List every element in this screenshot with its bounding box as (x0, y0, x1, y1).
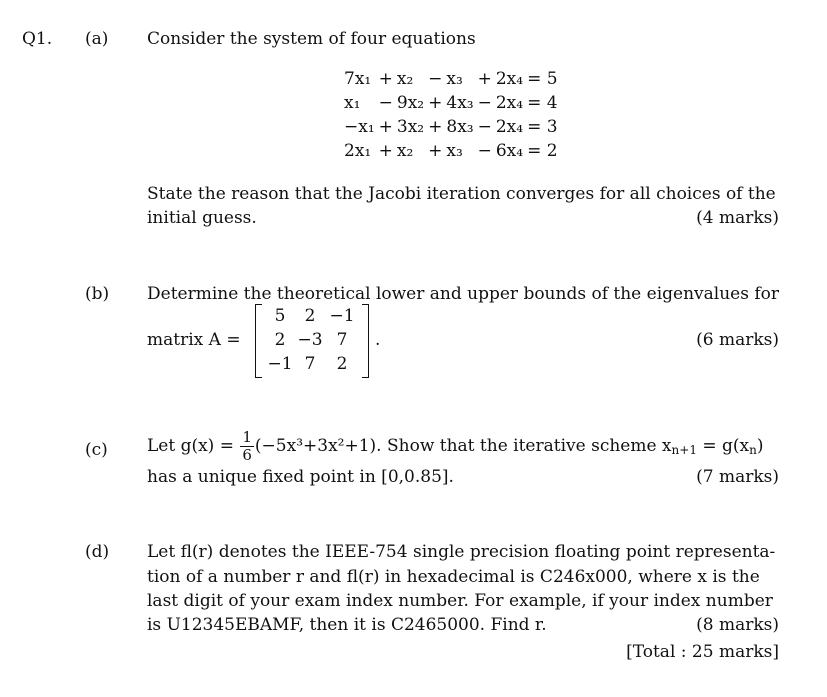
equation-row (342, 139, 560, 163)
part-d-line1: Let fl(r) denotes the IEEE-754 single precision floating point representa- (147, 542, 776, 562)
rhs: = 2 (527, 141, 558, 161)
matrix-cell: 2 (304, 306, 316, 326)
matrix-cell: 2 (274, 330, 286, 350)
term: x₂ (396, 69, 414, 89)
scheme-subscript-n: n (749, 443, 757, 457)
part-b-line1: Determine the theoretical lower and upper bounds of the eigenvalues for (147, 284, 779, 304)
matrix-prefix: matrix A = (147, 330, 241, 350)
matrix-cell: −1 (267, 354, 293, 374)
part-c-line1 (147, 426, 763, 466)
fraction-numerator: 1 (242, 428, 252, 446)
term: 7x₁ (344, 69, 372, 89)
rhs: = 4 (527, 93, 558, 113)
matrix-a (255, 304, 369, 376)
fraction (240, 429, 254, 464)
part-a-label: (a) (85, 29, 109, 49)
matrix-cell: −3 (297, 330, 323, 350)
part-a-line1: State the reason that the Jacobi iteration converges for all choices of the (147, 184, 776, 204)
question-number: Q1. (22, 29, 53, 49)
term: x₃ (446, 141, 463, 161)
term: x₂ (396, 141, 414, 161)
operator: + (378, 69, 393, 89)
term: −x₁ (344, 117, 375, 137)
g-definition: Let g(x) = (147, 436, 234, 456)
term: 2x₄ (495, 117, 524, 137)
operator: + (428, 141, 443, 161)
operator: − (477, 117, 492, 137)
part-c-line2: has a unique fixed point in [0,0.85]. (147, 467, 454, 487)
term: 6x₄ (495, 141, 524, 161)
matrix-row (265, 304, 361, 328)
term: x₃ (446, 69, 463, 89)
term: 8x₃ (446, 117, 474, 137)
part-d-line2: tion of a number r and fl(r) in hexadecimal is C246x000, where x is the (147, 567, 760, 587)
equation-row (342, 91, 560, 115)
part-a-line2: initial guess. (147, 208, 257, 228)
rhs: = 3 (527, 117, 558, 137)
scheme-end: ) (756, 436, 764, 456)
scheme-subscript: n+1 (671, 443, 697, 457)
part-b-marks: (6 marks) (696, 330, 779, 350)
equation-row (342, 67, 560, 91)
left-bracket (255, 304, 262, 378)
term: 2x₄ (495, 69, 524, 89)
rhs: = 5 (527, 69, 558, 89)
term: x₁ (344, 93, 361, 113)
operator: − (477, 93, 492, 113)
fraction-denominator: 6 (242, 446, 252, 464)
equation-row (342, 115, 560, 139)
term: 9x₂ (396, 93, 425, 113)
part-c-marks: (7 marks) (696, 467, 779, 487)
scheme-text: Show that the iterative scheme x (386, 436, 672, 456)
part-a-intro: Consider the system of four equations (147, 29, 476, 49)
matrix-cell: 7 (304, 354, 316, 374)
term: 2x₄ (495, 93, 524, 113)
matrix-cell: 7 (336, 330, 348, 350)
matrix-cell: −1 (329, 306, 355, 326)
matrix-row (265, 328, 361, 352)
operator: − (428, 69, 443, 89)
matrix-cell: 2 (336, 354, 348, 374)
operator: − (378, 93, 393, 113)
part-d-line4: is U12345EBAMF, then it is C2465000. Find r. (147, 615, 547, 635)
part-d-line3: last digit of your exam index number. For example, if your index number (147, 591, 773, 611)
matrix-row (265, 352, 361, 376)
matrix-suffix: . (375, 330, 381, 350)
operator: + (428, 93, 443, 113)
operator: − (477, 141, 492, 161)
matrix-cell: 5 (274, 306, 286, 326)
part-d-marks: (8 marks) (696, 615, 779, 635)
term: 4x₃ (446, 93, 474, 113)
operator: + (428, 117, 443, 137)
operator: + (378, 117, 393, 137)
part-a-marks: (4 marks) (696, 208, 779, 228)
part-c-label: (c) (85, 440, 108, 460)
total-marks: [Total : 25 marks] (626, 642, 779, 662)
term: 2x₁ (344, 141, 372, 161)
part-b-label: (b) (85, 284, 110, 304)
right-bracket (362, 304, 369, 378)
term: 3x₂ (396, 117, 425, 137)
operator: + (378, 141, 393, 161)
scheme-mid: = g(x (696, 436, 750, 456)
operator: + (477, 69, 492, 89)
part-d-label: (d) (85, 542, 110, 562)
equation-system (342, 67, 560, 163)
g-expression: (−5x³+3x²+1). (254, 436, 382, 456)
